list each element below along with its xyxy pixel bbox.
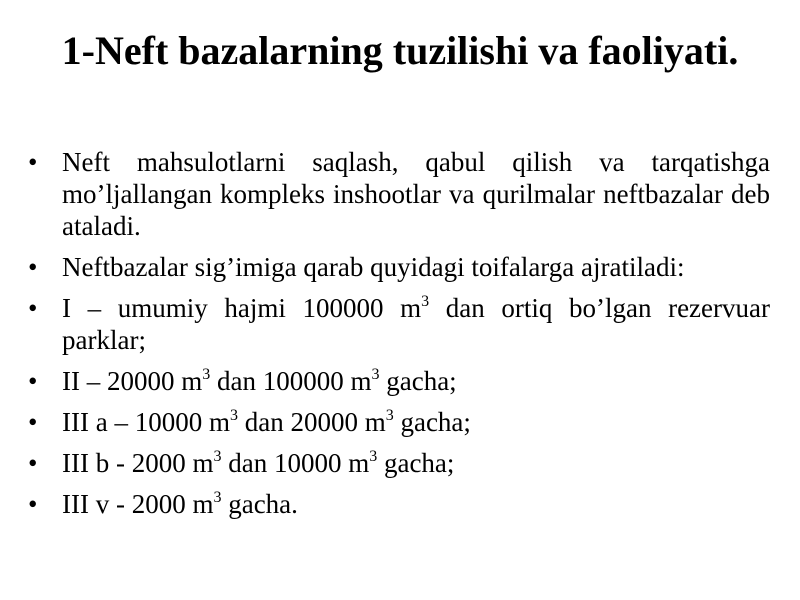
superscript: 3 [371, 366, 380, 383]
superscript: 3 [385, 407, 394, 424]
bullet-item [28, 406, 770, 438]
bullet-list [28, 146, 770, 529]
superscript: 3 [213, 489, 222, 506]
bullet-item [28, 365, 770, 397]
bullet-item [28, 146, 770, 242]
bullet-text-post: gacha. [221, 489, 298, 519]
bullet-text-mid: dan 10000 m [221, 448, 370, 478]
bullet-icon: • [28, 489, 38, 519]
superscript: 3 [421, 293, 430, 310]
bullet-text-post: dan ortiq bo’lgan rezervuar parklar; [62, 293, 770, 355]
bullet-item [28, 292, 770, 356]
bullet-text-pre: I – umumiy hajmi 100000 m [62, 293, 422, 323]
bullet-text-post: gacha; [379, 366, 457, 396]
bullet-item [28, 447, 770, 479]
bullet-text-pre: II – 20000 m [62, 366, 203, 396]
bullet-icon: • [28, 448, 38, 478]
bullet-text-post: gacha; [377, 448, 455, 478]
bullet-item [28, 251, 770, 283]
bullet-text-mid: dan 20000 m [237, 407, 386, 437]
bullet-text-pre: III a – 10000 m [62, 407, 230, 437]
bullet-icon: • [28, 407, 38, 437]
bullet-icon: • [28, 293, 38, 323]
bullet-text: Neftbazalar sig’imiga qarab quyidagi toifalarga ajratiladi: [62, 252, 685, 282]
superscript: 3 [202, 366, 211, 383]
bullet-item [28, 488, 770, 520]
superscript: 3 [229, 407, 238, 424]
bullet-text-mid: dan 100000 m [210, 366, 372, 396]
bullet-icon: • [28, 147, 38, 177]
bullet-text-post: gacha; [393, 407, 471, 437]
bullet-icon: • [28, 366, 38, 396]
bullet-text-pre: III b - 2000 m [62, 448, 214, 478]
bullet-text-pre: III v - 2000 m [62, 489, 214, 519]
bullet-text: Neft mahsulotlarni saqlash, qabul qilish va tarqatishga mo’ljallangan kompleks inshootlar va qurilmalar neftbazalar deb ataladi. [62, 147, 770, 241]
slide-title: 1-Neft bazalarning tuzilishi va faoliyati. [61, 28, 739, 73]
bullet-icon: • [28, 252, 38, 282]
superscript: 3 [213, 448, 222, 465]
superscript: 3 [369, 448, 378, 465]
